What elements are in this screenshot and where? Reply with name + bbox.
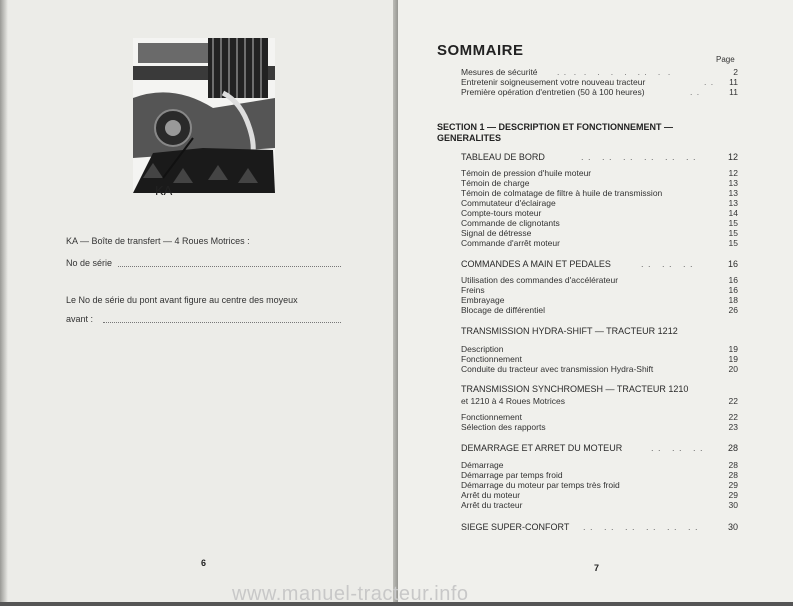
toc-entry bbox=[461, 198, 738, 208]
toc-entry-text: Témoin de pression d'huile moteur bbox=[461, 168, 592, 178]
front-axle-serial-field bbox=[103, 322, 341, 323]
toc-entry: Première opération d'entretien (50 à 100 heures) . . 11 bbox=[461, 87, 738, 97]
toc-entry-text: Commande d'arrêt moteur bbox=[461, 238, 560, 248]
toc-entry-text: Première opération d'entretien (50 à 100 heures) bbox=[461, 87, 645, 97]
toc-heading bbox=[461, 383, 738, 395]
toc-entry-text: Sélection des rapports bbox=[461, 422, 546, 432]
toc-entry bbox=[461, 460, 738, 470]
page-column-header: Page bbox=[716, 55, 735, 64]
toc-entry bbox=[461, 285, 738, 295]
toc-entry-page: 14 bbox=[728, 208, 738, 218]
toc-entry-page: 23 bbox=[728, 422, 738, 432]
toc-entry bbox=[461, 470, 738, 480]
serial-number-label: No de série bbox=[66, 258, 113, 268]
toc-entry bbox=[461, 208, 738, 218]
toc-entry-text: Compte-tours moteur bbox=[461, 208, 542, 218]
toc-heading-text: SIEGE SUPER-CONFORT bbox=[461, 522, 570, 532]
toc-entry-text: Arrêt du tracteur bbox=[461, 500, 523, 510]
toc-entry bbox=[461, 354, 738, 364]
toc-entry bbox=[461, 500, 738, 510]
toc-entry-page: 15 bbox=[728, 218, 738, 228]
toc-entry-page: 19 bbox=[728, 344, 738, 354]
toc-heading-page: 22 bbox=[728, 396, 738, 406]
toc-entry-page: 15 bbox=[728, 228, 738, 238]
toc-entry-page: 13 bbox=[728, 198, 738, 208]
toc-entry-page: 28 bbox=[728, 470, 738, 480]
toc-heading: SIEGE SUPER-CONFORT . . . . . . . . . . . . 30 bbox=[461, 522, 738, 532]
toc-entry-page: 11 bbox=[729, 77, 738, 87]
toc-entry: Mesures de sécurité . . . . . . . . . . . 2 bbox=[461, 67, 738, 77]
toc-entry-text: Arrêt du moteur bbox=[461, 490, 521, 500]
toc-entry-page: 13 bbox=[728, 188, 738, 198]
toc-entry bbox=[461, 412, 738, 422]
toc-entry-page: 30 bbox=[728, 500, 738, 510]
toc-entry-page: 20 bbox=[728, 364, 738, 374]
toc-entry bbox=[461, 238, 738, 248]
toc-heading-page: 16 bbox=[727, 259, 738, 269]
toc-entry bbox=[461, 275, 738, 285]
toc-heading: COMMANDES A MAIN ET PEDALES . . . . . . 16 bbox=[461, 259, 738, 269]
toc-entry-page: 15 bbox=[728, 238, 738, 248]
toc-entry-page: 2 bbox=[733, 67, 738, 77]
toc-entry bbox=[461, 422, 738, 432]
toc-entry-text: Description bbox=[461, 344, 504, 354]
toc-entry-text: Témoin de charge bbox=[461, 178, 530, 188]
toc-heading-page: 30 bbox=[727, 522, 738, 532]
toc-heading-page: 28 bbox=[727, 443, 738, 453]
toc-entry bbox=[461, 344, 738, 354]
toc-entry bbox=[461, 295, 738, 305]
section-title-line1: SECTION 1 — DESCRIPTION ET FONCTIONNEMENT — bbox=[437, 122, 674, 132]
toc-entry bbox=[461, 168, 738, 178]
toc-entry bbox=[461, 178, 738, 188]
toc-entry-page: 28 bbox=[728, 460, 738, 470]
toc-entry-text: Démarrage du moteur par temps très froid bbox=[461, 480, 620, 490]
toc-heading-text-line2: et 1210 à 4 Roues Motrices bbox=[461, 396, 565, 406]
toc-entry-text: Conduite du tracteur avec transmission Hydra-Shift bbox=[461, 364, 654, 374]
front-axle-note: Le No de série du pont avant figure au centre des moyeux bbox=[66, 295, 298, 305]
toc-entry-text: Fonctionnement bbox=[461, 354, 522, 364]
front-axle-note-end: avant : bbox=[66, 314, 94, 324]
toc-heading: TABLEAU DE BORD . . . . . . . . . . . . 12 bbox=[461, 152, 738, 162]
toc-heading-text: TRANSMISSION SYNCHROMESH — TRACTEUR 1210 bbox=[461, 384, 689, 394]
toc-entry-page: 29 bbox=[728, 490, 738, 500]
toc-entry-text: Entretenir soigneusement votre nouveau tracteur bbox=[461, 77, 646, 87]
toc-entry-text: Commutateur d'éclairage bbox=[461, 198, 556, 208]
toc-entry-text: Utilisation des commandes d'accélérateur bbox=[461, 275, 619, 285]
toc-entry-page: 12 bbox=[728, 168, 738, 178]
toc-entry-text: Embrayage bbox=[461, 295, 505, 305]
toc-heading-text: COMMANDES A MAIN ET PEDALES bbox=[461, 259, 611, 269]
toc-entry-text: Commande de clignotants bbox=[461, 218, 560, 228]
toc-entry-text: Mesures de sécurité bbox=[461, 67, 538, 77]
section-title-line2: GENERALITES bbox=[437, 133, 502, 143]
toc-entry-text: Fonctionnement bbox=[461, 412, 522, 422]
toc-entry-page: 29 bbox=[728, 480, 738, 490]
section-title bbox=[437, 122, 673, 144]
toc-entry bbox=[461, 480, 738, 490]
toc-heading-page: 12 bbox=[727, 152, 738, 162]
toc-entry-text: Démarrage par temps froid bbox=[461, 470, 563, 480]
toc-heading-text: TABLEAU DE BORD bbox=[461, 152, 545, 162]
left-page bbox=[0, 0, 398, 602]
toc-heading-text: DEMARRAGE ET ARRET DU MOTEUR bbox=[461, 443, 623, 453]
toc-entry-text: Blocage de différentiel bbox=[461, 305, 545, 315]
toc-entry-page: 13 bbox=[728, 178, 738, 188]
serial-number-field bbox=[118, 266, 341, 267]
toc-entry bbox=[461, 490, 738, 500]
toc-heading: DEMARRAGE ET ARRET DU MOTEUR . . . . . . 28 bbox=[461, 443, 738, 453]
toc-entry-page: 18 bbox=[728, 295, 738, 305]
page-number-right: 7 bbox=[594, 563, 600, 573]
toc-entry-text: Témoin de colmatage de filtre à huile de transmission bbox=[461, 188, 663, 198]
contents-title: SOMMAIRE bbox=[437, 42, 524, 59]
page-edge-shadow bbox=[0, 0, 8, 602]
toc-entry-page: 11 bbox=[729, 87, 738, 97]
toc-entry bbox=[461, 305, 738, 315]
toc-entry bbox=[461, 218, 738, 228]
toc-entry-page: 16 bbox=[728, 275, 738, 285]
page-number-left: 6 bbox=[201, 558, 207, 568]
toc-heading bbox=[461, 325, 738, 337]
toc-entry bbox=[461, 228, 738, 238]
transfer-box-photo bbox=[133, 38, 275, 193]
toc-entry-text: Signal de détresse bbox=[461, 228, 532, 238]
figure-label: KA bbox=[155, 183, 173, 198]
toc-entry-text: Démarrage bbox=[461, 460, 504, 470]
toc-entry: Entretenir soigneusement votre nouveau tracteur . . 11 bbox=[461, 77, 738, 87]
toc-entry-text: Freins bbox=[461, 285, 485, 295]
watermark: www.manuel-tracteur.info bbox=[232, 583, 469, 605]
toc-heading-line2 bbox=[461, 396, 738, 406]
transfer-box-caption: KA — Boîte de transfert — 4 Roues Motrices : bbox=[66, 236, 250, 246]
toc-entry bbox=[461, 188, 738, 198]
toc-entry-page: 26 bbox=[728, 305, 738, 315]
toc-entry bbox=[461, 364, 738, 374]
toc-entry-page: 16 bbox=[728, 285, 738, 295]
toc-entry-page: 22 bbox=[728, 412, 738, 422]
toc-heading-text: TRANSMISSION HYDRA-SHIFT — TRACTEUR 1212 bbox=[461, 326, 678, 336]
toc-entry-page: 19 bbox=[728, 354, 738, 364]
